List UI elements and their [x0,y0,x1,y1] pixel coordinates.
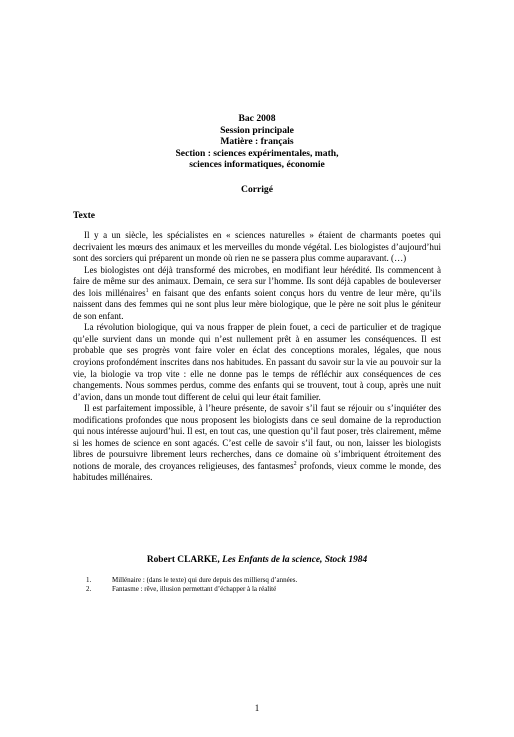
footnote-ref-2: 2 [293,460,297,467]
footnotes [86,576,446,595]
paragraph-1: Il y a un siècle, les spécialistes en « sciences naturelles » étaient de charmants poetes qui decrivaient les mœurs des animaux et les merveilles du monde végétal. Les biologistes d’aujourd’hui sont des sorciers qui préparent un monde où rien ne se passera plus comme auparavant. (…) [73,230,441,264]
header-line-section-cont: sciences informatiques, économie [189,159,325,171]
header-line-session: Session principale [220,124,294,136]
paragraph-3: La révolution biologique, qui va nous frapper de plein fouet, a ceci de particulier et de tragique qu’elle survient dans un monde qui n’est nullement prêt à en assumer les conséquences. Il est probable que ses progrès vont faire voler en éclat des conceptions morales, légales, que nous croyions profondément inscrites dans nos habitudes. En passant du savoir sur la vie au pouvoir sur la vie, la biologie va trop vite : elle ne donne pas le temps de réfléchir aux conséquences de ces changements. Nous sommes perdus, comme des enfants qui se trouvent, tout à coup, après une nuit d’avion, dans un monde tout different de celui qui leur était familier. [73,322,441,402]
footnote-text: Fantasme : rêve, illusion permettant d’échapper à la réalité [112,585,277,594]
text-body [73,230,441,484]
source-author: Robert CLARKE, [146,555,223,565]
paragraph-2-part-a: Les biologistes ont déjà transformé des microbes, en modifiant leur hérédité. Ils commencent à faire de même sur des animaux. Demain, ce sera sur l’homme. Ils sont déjà capables de bouleverser des lois millénaires [73,264,441,298]
footnote-item [86,576,446,585]
footnote-number: 1. [86,576,92,584]
exam-header [0,113,514,171]
footnote-ref-1: 1 [145,287,149,294]
paragraph-4-part-b: profonds, vieux comme le monde, des habitudes millénaires. [73,460,441,483]
page-number: 1 [254,703,260,713]
texte-heading: Texte [73,210,96,221]
paragraph-4 [73,403,441,484]
paragraph-2 [73,265,441,323]
paragraph-2-part-b: en faisant que des enfants soient conçus hors du ventre de leur mère, qu’ils naissent dans des femmes qui ne sont plus leur mère biologique, que le père ne soit plus le géniteur de son enfant. [73,287,441,321]
corrige-title: Corrigé [241,184,273,195]
header-line-year: Bac 2008 [238,113,276,124]
source-citation [0,555,514,565]
paragraph-4-part-a: Il est parfaitement impossible, à l’heure présente, de savoir s’il faut se réjouir ou s’inquiéter des modifications profondes que nous proposent les biologists dans ce seul domaine de la reproduction qui nous intéresse aujourd’hui. Il est, en tout cas, une question qu’il faut poser, très clairement, même si les homes de science en sont agacés. C’est celle de savoir s’il faut, ou non, laisser les biologists libres de poursuivre librement leurs recherches, dans ce domaine où s’imbriquent étroitement des notions de morale, des croyances religieuses, des fantasmes [73,403,441,471]
footnote-item [86,585,446,594]
header-line-section: Section : sciences expérimentales, math, [175,147,339,159]
footnote-number: 2. [86,585,92,594]
footnote-text: Millénaire : (dans le texte) qui dure depuis des milliersq d’années. [112,576,298,584]
header-line-subject: Matière : français [220,136,294,148]
source-work: Les Enfants de la science, Stock 1984 [222,555,368,565]
